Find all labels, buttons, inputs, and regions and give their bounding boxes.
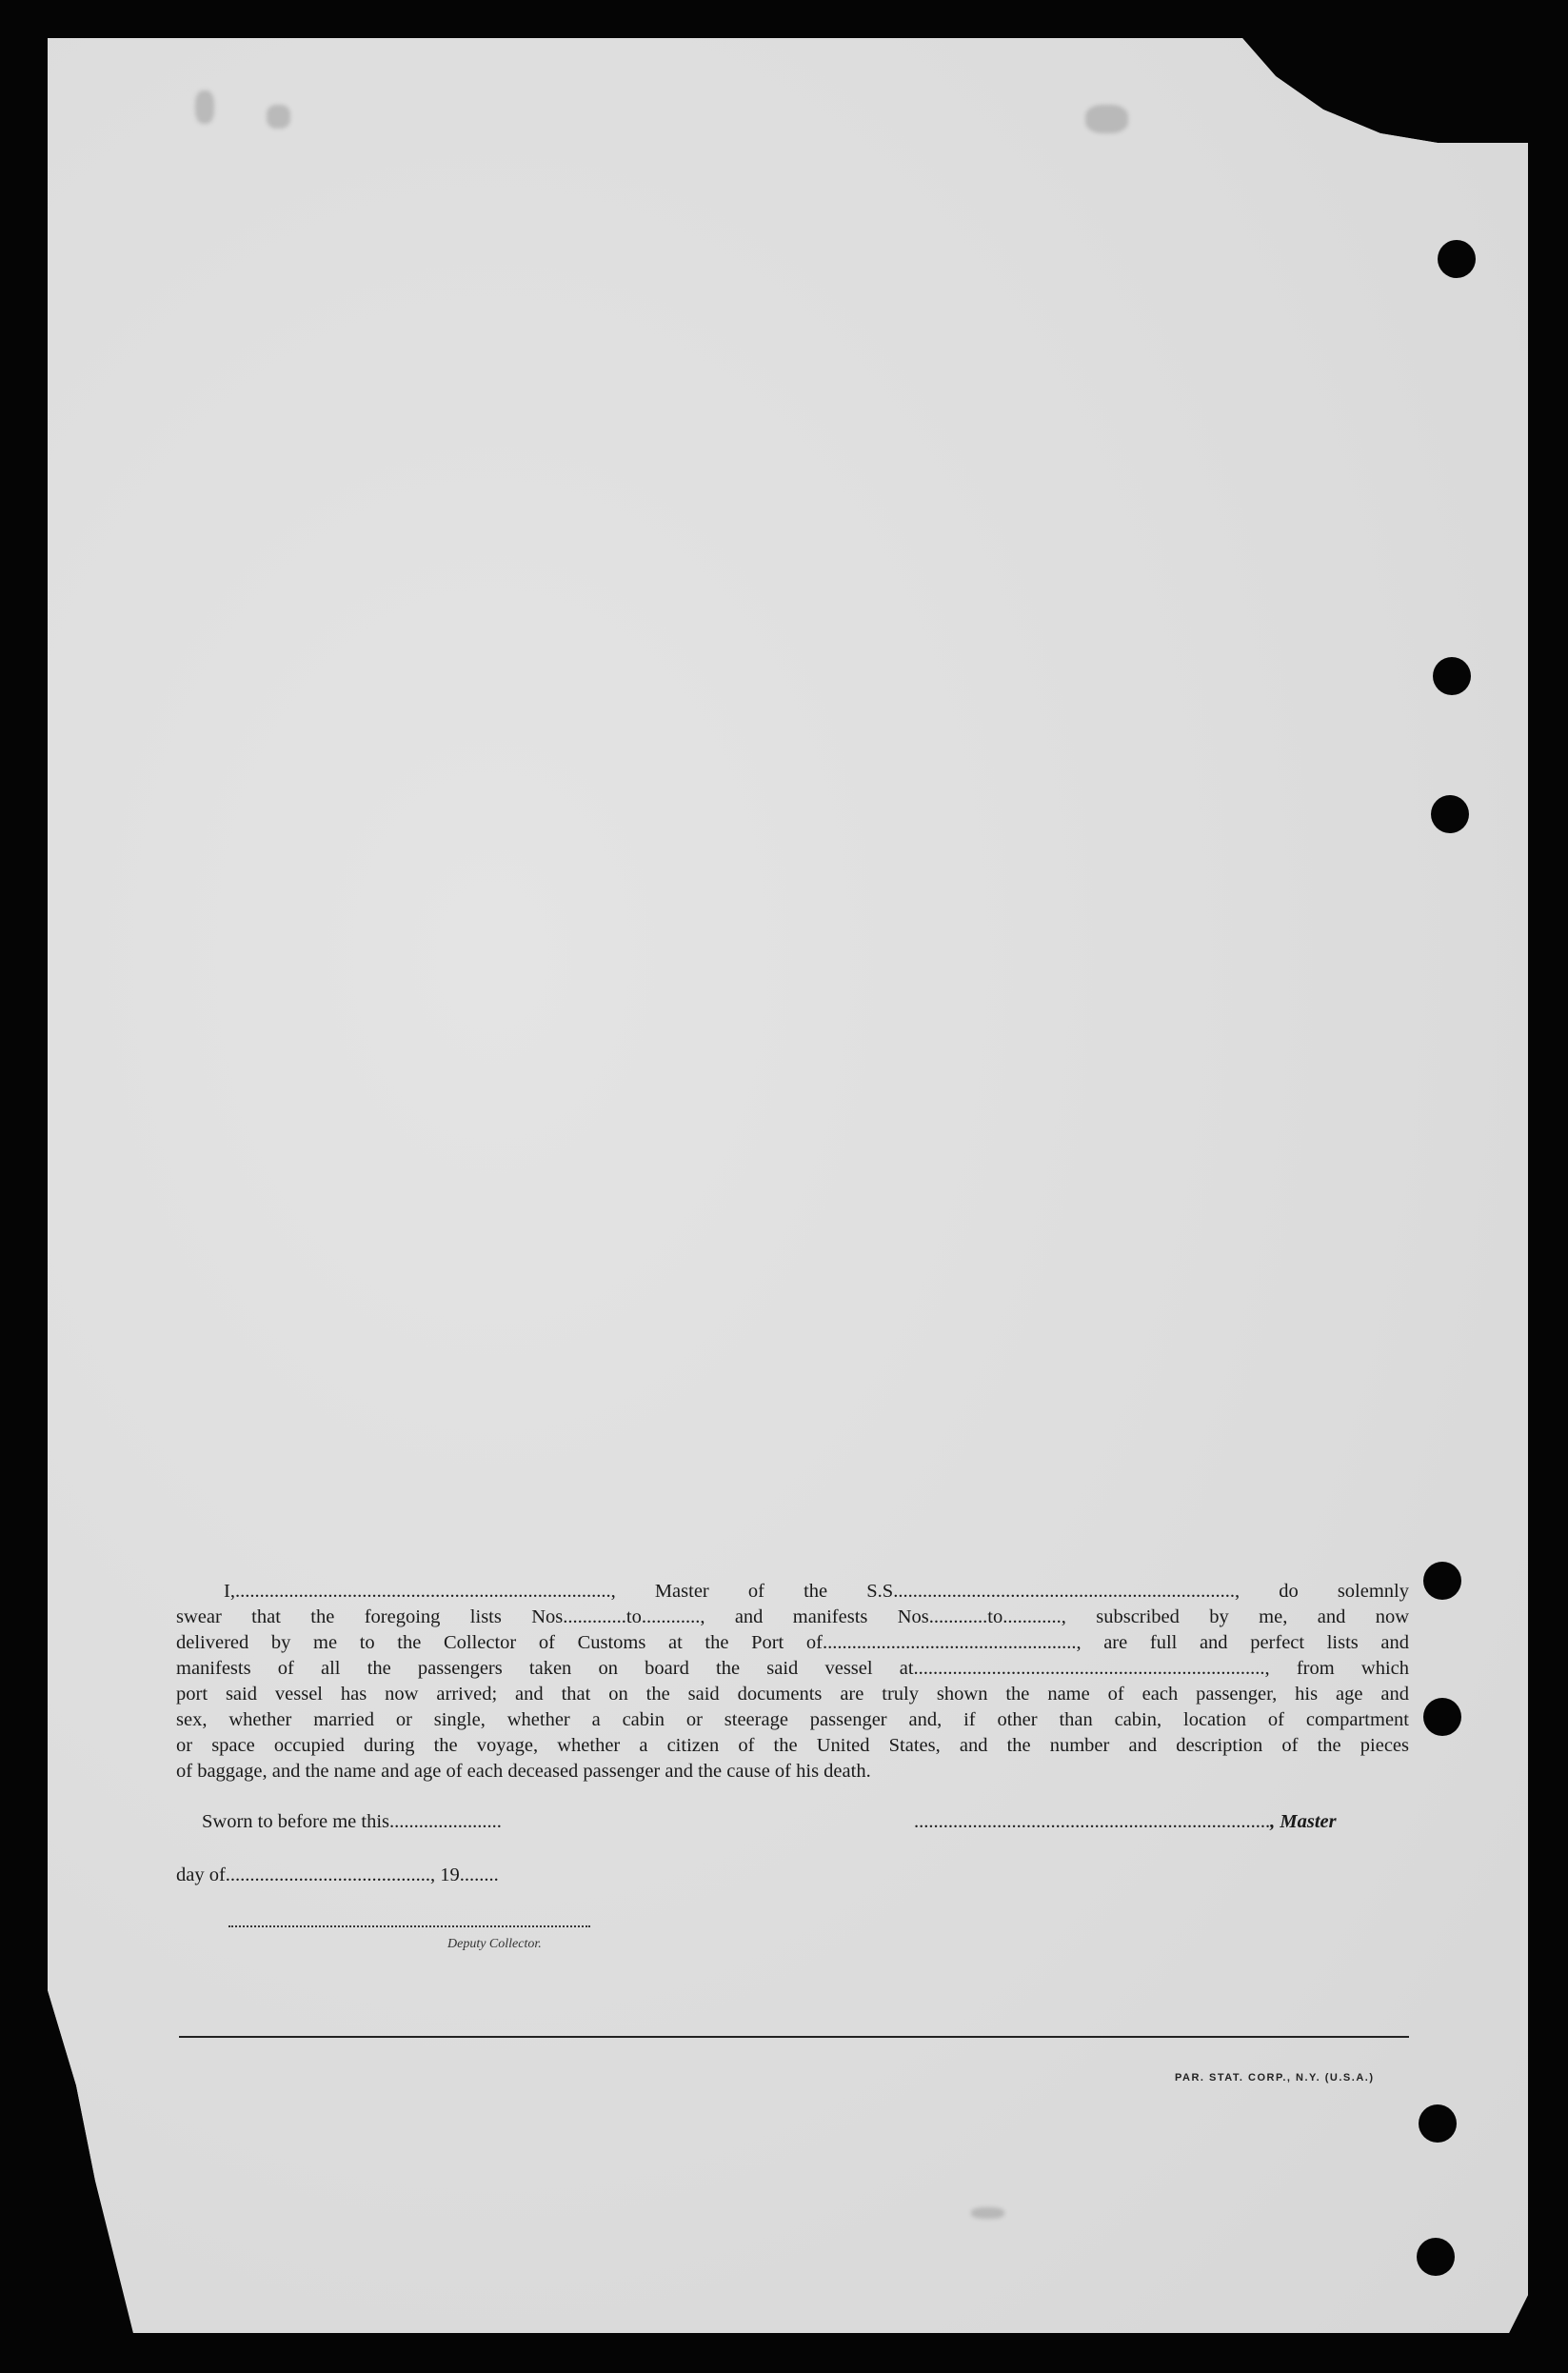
ink-smudge xyxy=(971,2207,1004,2219)
printer-imprint: PAR. STAT. CORP., N.Y. (U.S.A.) xyxy=(1175,2072,1375,2084)
deputy-signature-line xyxy=(228,1925,590,1927)
day-line: day of.........................................., 19........ xyxy=(176,1864,499,1885)
punch-hole xyxy=(1417,2238,1455,2276)
ink-smudge xyxy=(1085,105,1128,133)
document-sheet xyxy=(48,38,1528,2333)
oath-line: or space occupied during the voyage, whether a citizen of the United States, and the number and description of the pieces xyxy=(176,1735,1409,1756)
sworn-line: Sworn to before me this....................... xyxy=(202,1811,502,1832)
oath-paragraph xyxy=(176,1579,1409,1785)
oath-line: port said vessel has now arrived; and that on the said documents are truly shown the name of each passenger, his age and xyxy=(176,1684,1409,1705)
deputy-collector-label: Deputy Collector. xyxy=(447,1937,542,1951)
punch-hole xyxy=(1431,795,1469,833)
oath-line: swear that the foregoing lists Nos.............to............, and manifests Nos............to............, subscribed by me, and now xyxy=(176,1606,1409,1627)
oath-line: I,............................................................................., Master of the S.S......................................................................, do solemnly xyxy=(224,1581,1409,1602)
punch-hole xyxy=(1433,657,1471,695)
oath-line: of baggage, and the name and age of each deceased passenger and the cause of his death. xyxy=(176,1761,871,1782)
punch-hole xyxy=(1419,2104,1457,2143)
oath-line: delivered by me to the Collector of Customs at the Port of...................................................., are full and perfect lists and xyxy=(176,1632,1409,1653)
punch-hole xyxy=(1423,1698,1461,1736)
punch-hole xyxy=(1423,1562,1461,1600)
oath-line: sex, whether married or single, whether a cabin or steerage passenger and, if other than cabin, location of compartment xyxy=(176,1709,1409,1730)
ink-smudge xyxy=(195,90,214,124)
master-label: , Master xyxy=(1270,1811,1337,1832)
punch-hole xyxy=(1438,240,1476,278)
oath-line: manifests of all the passengers taken on board the said vessel at........................................................................, from which xyxy=(176,1658,1409,1679)
master-dots: ......................................................................... xyxy=(914,1811,1271,1832)
ink-smudge xyxy=(267,105,290,129)
horizontal-rule xyxy=(179,2036,1409,2038)
master-signature-line xyxy=(914,1811,1337,1833)
